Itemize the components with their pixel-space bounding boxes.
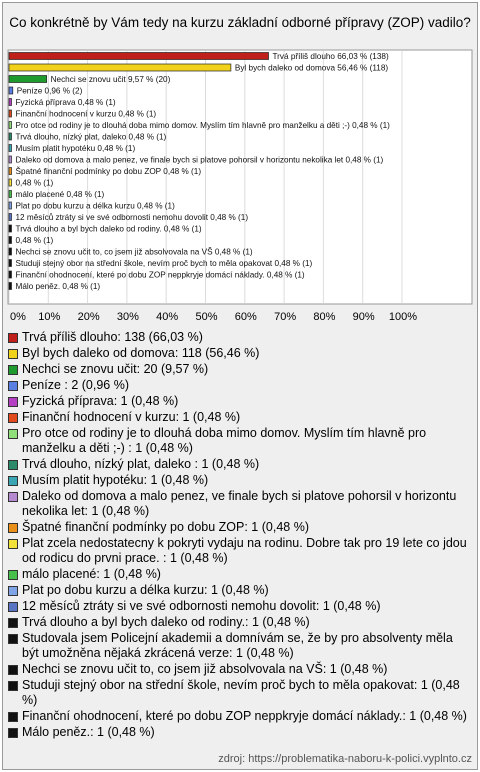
bar [9,99,12,106]
legend-label: Studovala jsem Policejní akademii a domnívám se, že by pro absolventy měla být umožněna nějaká zkrácená verze: 1 (0,48 %) [22,631,453,660]
bar-label: 12 měsíců ztráty si ve své odbornosti nemohu dovolit 0,48 % (1) [15,213,249,222]
legend-label: Trvá dlouho a byl bych daleko od rodiny.: 1 (0,48 %) [22,615,310,629]
legend-item [6,599,468,614]
legend-item [6,394,468,409]
legend-swatch [8,634,18,644]
legend-swatch [8,728,18,738]
bar [9,64,231,71]
bar-label: Málo peněz. 0,48 % (1) [15,282,101,291]
legend-swatch [8,618,18,628]
bar [9,248,12,255]
bar-label: Peníze 0,96 % (2) [16,86,83,96]
legend-item [6,473,468,488]
bar [9,191,12,198]
bar [9,179,12,186]
legend-item [6,346,468,361]
legend-item [6,362,468,377]
legend-item [6,489,468,519]
legend-swatch [8,492,18,502]
legend-swatch [8,476,18,486]
chart-title: Co konkrétně by Vám tedy na kurzu základní odborné přípravy (ZOP) vadilo? [9,15,471,30]
legend-label: Špatné finanční podmínky po dobu ZOP: 1 (0,48 %) [22,520,309,534]
bar-label: Nechci se znovu učit to, co jsem již absolvovala na VŠ 0,48 % (1) [15,247,253,257]
x-tick-label: 20% [77,311,100,323]
bar [9,133,12,140]
legend-label: Pro otce od rodiny je to dlouhá doba mimo domov. Myslím tím hlavně pro manželku a děti ;-) : 1 (0,48 %) [22,426,427,455]
legend-item [6,457,468,472]
x-tick-label: 30% [116,311,139,323]
legend-swatch [8,413,18,423]
bar-label: málo placené 0,48 % (1) [15,190,105,199]
bar-label: 0,48 % (1) [15,236,54,245]
legend-item [6,615,468,630]
legend-label: 12 měsíců ztráty si ve své odbornosti nemohu dovolit: 1 (0,48 %) [22,599,381,613]
legend-item [6,678,468,708]
bar-label: Finanční ohodnocení, které po dobu ZOP neppkryje domácí náklady. 0,48 % (1) [15,270,305,280]
bar-label: Studuji stejný obor na střední škole, nevím proč bych to měla opakovat 0,48 % (1) [15,259,313,268]
legend-swatch [8,460,18,470]
legend-label: málo placené: 1 (0,48 %) [22,567,161,581]
legend-label: Málo peněz.: 1 (0,48 %) [22,725,155,739]
legend-swatch [8,665,18,675]
x-tick-label: 70% [274,311,297,323]
legend-label: Plat po dobu kurzu a délka kurzu: 1 (0,48 %) [22,583,269,597]
legend-swatch [8,539,18,549]
legend-label: Nechci se znovu učit: 20 (9,57 %) [22,362,209,376]
legend-item [6,520,468,535]
source-note: zdroj: https://problematika-naboru-k-polici.vyplnto.cz [218,753,472,765]
bar-chart [0,0,480,330]
x-tick-label: 40% [156,311,179,323]
legend-label: Studuji stejný obor na střední škole, nevím proč bych to měla opakovat: 1 (0,48 %) [22,678,460,707]
bar [9,156,12,163]
bar-label: Pro otce od rodiny je to dlouhá doba mimo domov. Myslím tím hlavně pro manželku a děti ;-) 0,48 % (1) [15,121,390,130]
legend-item [6,631,468,661]
legend-swatch [8,349,18,359]
bar [9,110,12,117]
legend-swatch [8,381,18,391]
bar [9,225,12,232]
legend-swatch [8,570,18,580]
x-tick-label: 50% [195,311,218,323]
legend-swatch [8,333,18,343]
bar-label: Nechci se znovu učit 9,57 % (20) [50,75,171,84]
bar [9,260,12,267]
legend-label: Fyzická příprava: 1 (0,48 %) [22,394,179,408]
bar-label: 0,48 % (1) [15,178,54,188]
legend-swatch [8,712,18,722]
legend-swatch [8,602,18,612]
legend-label: Trvá příliš dlouho: 138 (66,03 %) [22,330,203,344]
bar [9,271,12,278]
legend-swatch [8,586,18,596]
bar-label: Fyzická příprava 0,48 % (1) [15,98,116,107]
legend [6,330,468,741]
legend-item [6,426,468,456]
legend-item [6,410,468,425]
legend-item [6,330,468,345]
bar [9,168,12,175]
legend-swatch [8,681,18,691]
legend-item [6,583,468,598]
bar-label: Špatné finanční podmínky po dobu ZOP 0,48 % (1) [15,167,202,176]
legend-label: Finanční hodnocení v kurzu: 1 (0,48 %) [22,410,241,424]
legend-label: Plat zcela nedostatecny k pokryti vydaju na rodinu. Dobre tak pro 19 lete co jdou od rodicu do prvni prace. : 1 (0,48 %) [22,536,467,565]
legend-swatch [8,523,18,533]
bar-label: Plat po dobu kurzu a délka kurzu 0,48 % (1) [15,201,175,211]
legend-label: Daleko od domova a malo penez, ve finale bych si platove pohorsil v horizontu nekolika let: 1 (0,48 %) [22,489,457,518]
bar-label: Daleko od domova a malo penez, ve finale bych si platove pohorsil v horizontu nekolika let 0,48 % (1) [15,155,384,165]
bar [9,202,12,209]
x-tick-label: 90% [352,311,375,323]
legend-label: Peníze : 2 (0,96 %) [22,378,130,392]
x-tick-label: 100% [388,311,418,323]
bar-label: Musím platit hypotéku 0,48 % (1) [15,144,136,153]
x-tick-label: 80% [313,311,336,323]
legend-swatch [8,429,18,439]
legend-label: Finanční ohodnocení, které po dobu ZOP neppkryje domácí náklady.: 1 (0,48 %) [22,709,467,723]
bar [9,76,47,83]
bar [9,53,268,60]
bar-label: Trvá dlouho, nízký plat, daleko 0,48 % (1) [15,132,167,142]
legend-item [6,725,468,740]
bar-label: Trvá dlouho a byl bych daleko od rodiny. 0,48 % (1) [15,224,202,234]
x-tick-label: 0% [10,311,26,323]
legend-item [6,709,468,724]
legend-swatch [8,365,18,375]
legend-label: Musím platit hypotéku: 1 (0,48 %) [22,473,209,487]
x-tick-label: 60% [234,311,257,323]
bar-label: Trvá příliš dlouho 66,03 % (138) [272,52,389,61]
legend-item [6,567,468,582]
bar [9,145,12,152]
legend-item [6,536,468,566]
bar [9,283,12,290]
x-axis-ticks [10,311,417,323]
bar [9,237,12,244]
bar-label: Finanční hodnocení v kurzu 0,48 % (1) [15,109,157,119]
bar-label: Byl bych daleko od domova 56,46 % (118) [234,63,389,73]
bar [9,122,12,129]
legend-swatch [8,397,18,407]
x-tick-label: 10% [38,311,61,323]
bar [9,87,13,94]
legend-item [6,378,468,393]
legend-label: Byl bych daleko od domova: 118 (56,46 %) [22,346,260,360]
bar [9,214,12,221]
legend-label: Nechci se znovu učit to, co jsem již absolvovala na VŠ: 1 (0,48 %) [22,662,388,676]
legend-label: Trvá dlouho, nízký plat, daleko : 1 (0,48 %) [22,457,260,471]
legend-item [6,662,468,677]
